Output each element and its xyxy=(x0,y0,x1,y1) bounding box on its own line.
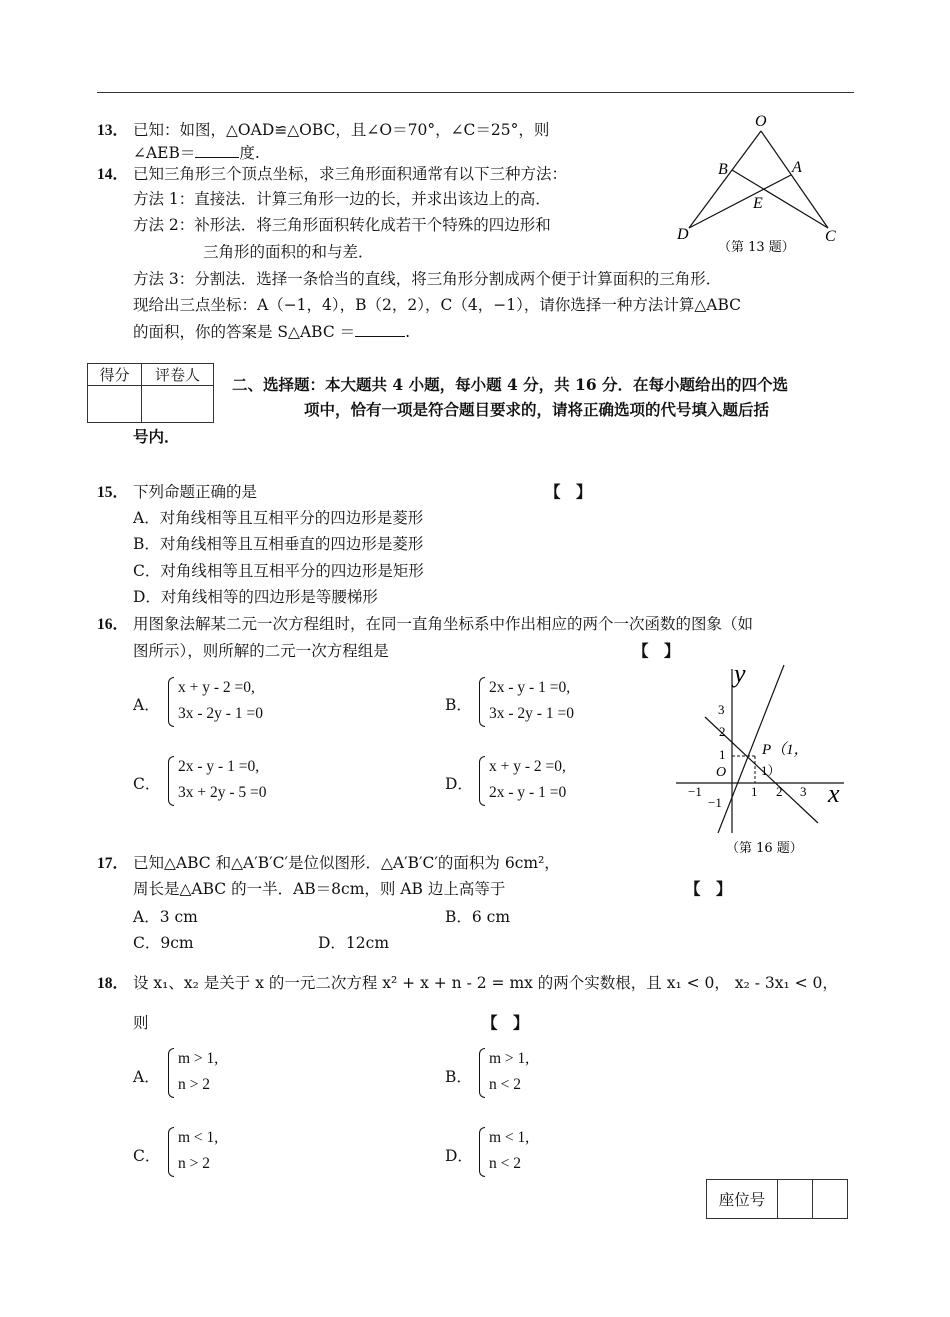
condition: n < 2 xyxy=(489,1076,521,1093)
section2-line1: 二、选择题：本大题共 4 小题，每小题 4 分，共 16 分．在每小题给出的四个选 xyxy=(232,375,789,394)
q16-option-d-label[interactable]: D． xyxy=(445,775,473,793)
seat-number-table xyxy=(706,1179,848,1219)
tick-x3: 3 xyxy=(800,784,807,799)
condition: m > 1, xyxy=(178,1050,219,1067)
q17-answer-bracket[interactable]: 【 】 xyxy=(685,879,732,898)
condition: n > 2 xyxy=(178,1076,210,1093)
q16-option-b-system[interactable] xyxy=(479,675,574,727)
tick-y1: 1 xyxy=(719,747,726,762)
q16-option-c-label[interactable]: C． xyxy=(133,775,161,793)
equation: 2x - y - 1 =0 xyxy=(489,784,567,801)
q18-option-a-system[interactable] xyxy=(168,1046,218,1098)
condition: n < 2 xyxy=(489,1155,521,1172)
equation: x + y - 2 =0, xyxy=(489,758,566,775)
y-axis-label: y xyxy=(734,659,746,688)
q18-option-c-system[interactable] xyxy=(168,1125,218,1177)
q14-method2b: 三角形的面积的和与差． xyxy=(203,243,374,261)
q14-method2a: 方法 2：补形法．将三角形面积转化成若干个特殊的四边形和 xyxy=(133,216,551,234)
equation: 3x - 2y - 1 =0 xyxy=(489,705,574,722)
q13-line1: 已知：如图，△OAD≌△OBC，且∠O＝70°，∠C＝25°，则 xyxy=(133,121,550,139)
tick-y3: 3 xyxy=(718,702,725,717)
condition: m < 1, xyxy=(178,1129,219,1146)
q17-line2: 周长是△ABC 的一半．AB＝8cm，则 AB 边上高等于 xyxy=(133,880,506,898)
q15-number: 15． xyxy=(97,484,129,501)
tick-y2: 2 xyxy=(719,724,726,739)
q14-method3: 方法 3：分割法．选择一条恰当的直线，将三角形分割成两个便于计算面积的三角形． xyxy=(133,270,722,288)
score-header: 得分 xyxy=(88,364,142,386)
q18-option-d-system[interactable] xyxy=(479,1125,529,1177)
figure-13 xyxy=(668,108,848,260)
q18-number: 18． xyxy=(97,975,129,992)
seat-number-cell-1[interactable] xyxy=(778,1180,813,1219)
label-e: E xyxy=(753,195,763,212)
line-oc xyxy=(761,131,828,228)
label-d: D xyxy=(677,226,689,243)
label-c: C xyxy=(825,228,836,245)
q17-option-d[interactable]: D．12cm xyxy=(318,934,390,952)
q14-given: 现给出三点坐标：A（−1，4），B（2，2），C（4，−1），请你选择一种方法计算△ABC xyxy=(133,296,741,314)
brace xyxy=(479,1048,485,1098)
brace xyxy=(168,756,174,806)
tick-x2: 2 xyxy=(776,784,783,799)
q14-answer-blank[interactable] xyxy=(355,322,405,337)
q16-option-d-system[interactable] xyxy=(479,754,566,806)
q15-option-c[interactable]: C．对角线相等且互相平分的四边形是矩形 xyxy=(133,562,424,580)
q14-method1: 方法 1：直接法．计算三角形一边的长，并求出该边上的高． xyxy=(133,190,551,208)
brace xyxy=(479,1127,485,1177)
brace xyxy=(168,1048,174,1098)
q14-intro: 已知三角形三个顶点坐标，求三角形面积通常有以下三种方法： xyxy=(133,165,568,183)
brace xyxy=(479,756,485,806)
q17-option-a[interactable]: A．3 cm xyxy=(133,908,198,926)
q18-line1: 设 x₁、x₂ 是关于 x 的一元二次方程 x² + x + n - 2 = mx 的两个实数根，且 x₁ < 0， x₂ - 3x₁ < 0， xyxy=(133,974,838,992)
q16-number: 16． xyxy=(97,616,129,633)
seat-number-label: 座位号 xyxy=(707,1180,778,1219)
tick-y-neg1: −1 xyxy=(708,795,722,810)
equation: x + y - 2 =0, xyxy=(178,679,255,696)
point-p-label: P（1， xyxy=(762,742,809,758)
q16-option-b-label[interactable]: B． xyxy=(445,696,472,714)
condition: n > 2 xyxy=(178,1155,210,1172)
q15-option-a[interactable]: A．对角线相等且互相平分的四边形是菱形 xyxy=(133,509,424,527)
score-table xyxy=(87,363,214,423)
brace xyxy=(168,677,174,727)
q14-number: 14． xyxy=(97,166,129,183)
q15-stem: 下列命题正确的是 xyxy=(133,483,258,501)
q13-answer-blank[interactable] xyxy=(195,143,239,158)
line-da xyxy=(689,175,791,228)
equation: 3x - 2y - 1 =0 xyxy=(178,705,263,722)
condition: m < 1, xyxy=(489,1129,530,1146)
equation: 2x - y - 1 =0, xyxy=(489,679,571,696)
equation: 2x - y - 1 =0, xyxy=(178,758,260,775)
q17-option-b[interactable]: B．6 cm xyxy=(445,908,511,926)
tick-x-neg1: −1 xyxy=(688,784,702,799)
q18-option-d-label[interactable]: D． xyxy=(445,1147,473,1165)
line-od xyxy=(689,131,761,228)
q18-option-b-system[interactable] xyxy=(479,1046,529,1098)
grader-cell[interactable] xyxy=(142,386,214,423)
q16-option-a-label[interactable]: A． xyxy=(133,696,160,714)
q16-line1: 用图象法解某二元一次方程组时，在同一直角坐标系中作出相应的两个一次函数的图象（如 xyxy=(133,615,754,633)
q15-option-d[interactable]: D．对角线相等的四边形是等腰梯形 xyxy=(133,588,378,606)
figure-16 xyxy=(672,655,852,860)
condition: m > 1, xyxy=(489,1050,530,1067)
q18-option-a-label[interactable]: A． xyxy=(133,1068,160,1086)
brace xyxy=(479,677,485,727)
point-p-label-2: 1） xyxy=(761,763,781,778)
fig16-caption: （第 16 题） xyxy=(726,841,803,856)
origin-label: O xyxy=(716,765,727,780)
q18-line2: 则 xyxy=(133,1014,149,1032)
tick-x1: 1 xyxy=(751,784,758,799)
q18-option-c-label[interactable]: C． xyxy=(133,1147,161,1165)
q16-option-a-system[interactable] xyxy=(168,675,263,727)
fig13-caption: （第 13 题） xyxy=(718,240,795,255)
q16-answer-bracket[interactable]: 【 】 xyxy=(633,641,680,660)
q13-number: 13． xyxy=(97,122,129,139)
seat-number-cell-2[interactable] xyxy=(813,1180,848,1219)
label-a: A xyxy=(792,159,802,176)
q18-option-b-label[interactable]: B． xyxy=(445,1068,472,1086)
q17-line1: 已知△ABC 和△A′B′C′是位似图形．△A′B′C′的面积为 6cm²， xyxy=(133,854,560,872)
q15-option-b[interactable]: B．对角线相等且互相垂直的四边形是菱形 xyxy=(133,535,424,553)
q17-option-c[interactable]: C．9cm xyxy=(133,934,194,952)
top-rule xyxy=(97,92,854,93)
q14-answer-line: 的面积，你的答案是 S△ABC ＝ . xyxy=(133,323,411,341)
section2-line3: 号内． xyxy=(133,427,180,446)
grader-header: 评卷人 xyxy=(142,364,214,386)
equation: 3x + 2y - 5 =0 xyxy=(178,784,267,801)
q16-option-c-system[interactable] xyxy=(168,754,267,806)
q15-answer-bracket[interactable]: 【 】 xyxy=(545,482,592,501)
section2-line2: 项中，恰有一项是符合题目要求的，请将正确选项的代号填入题后括 xyxy=(304,400,770,419)
x-axis-label: x xyxy=(828,779,840,808)
q13-line2: ∠AEB＝ 度. xyxy=(133,144,260,162)
label-o: O xyxy=(755,113,767,130)
q17-number: 17． xyxy=(97,855,129,872)
q18-answer-bracket[interactable]: 【 】 xyxy=(482,1013,529,1032)
label-b: B xyxy=(718,161,728,178)
score-cell[interactable] xyxy=(88,386,142,423)
line-bc xyxy=(732,170,828,228)
brace xyxy=(168,1127,174,1177)
q16-line2: 图所示），则所解的二元一次方程组是 xyxy=(133,642,389,660)
